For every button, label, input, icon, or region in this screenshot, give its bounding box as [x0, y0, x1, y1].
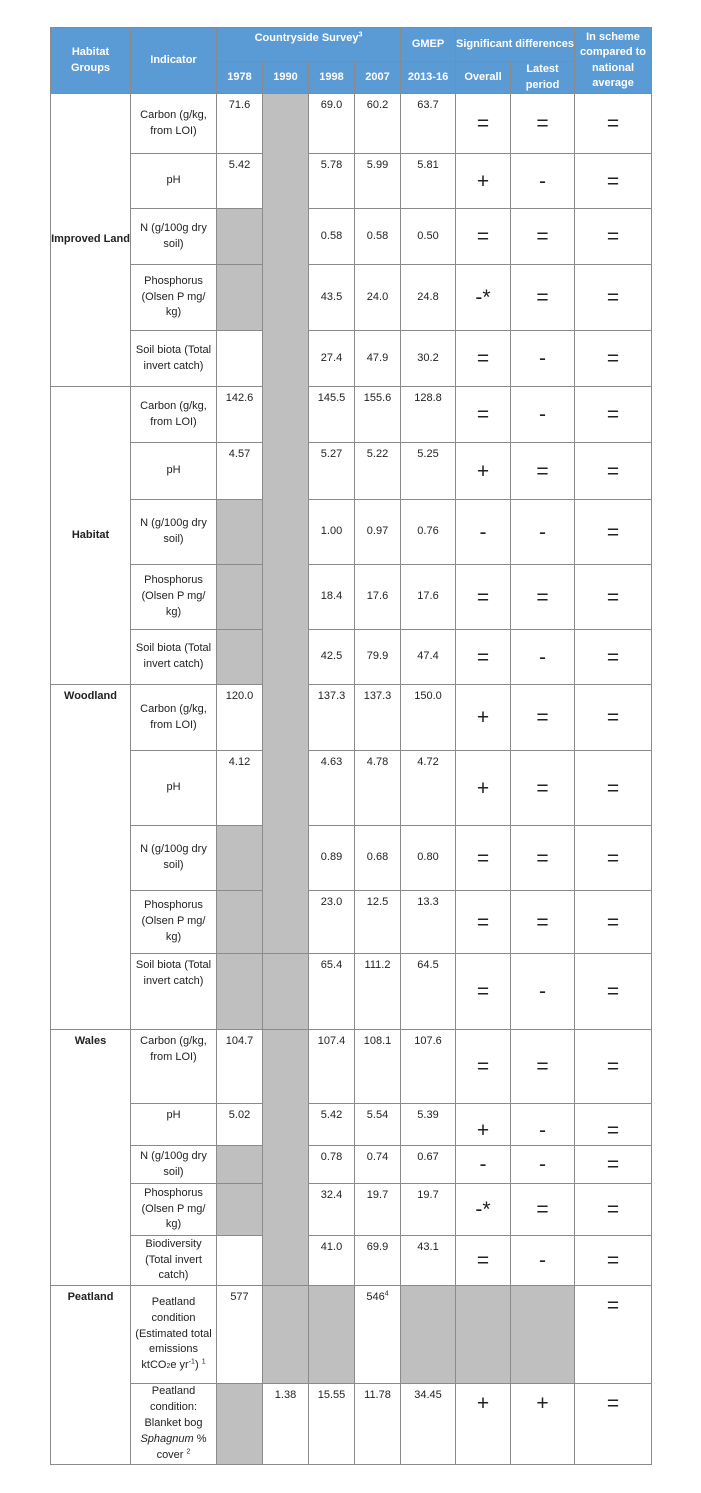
scheme-symbol: =	[575, 443, 652, 500]
value-2007: 12.5	[355, 891, 401, 954]
overall-symbol: =	[456, 387, 511, 443]
overall-symbol: =	[456, 1236, 511, 1286]
group-habitat: Habitat	[51, 387, 131, 685]
value-1978-empty	[217, 630, 263, 685]
value-gmep: 0.76	[401, 500, 456, 565]
value-1978-empty	[217, 1184, 263, 1236]
value-2007: 137.3	[355, 685, 401, 751]
value-1998: 0.89	[309, 826, 355, 891]
value-1990-empty	[263, 1286, 309, 1384]
latest-symbol: -	[511, 154, 575, 209]
scheme-symbol: =	[575, 1184, 652, 1236]
header-countryside-survey-text: Countryside Survey	[254, 32, 359, 44]
value-2007: 0.58	[355, 209, 401, 265]
peatland-2007-value: 546	[366, 1291, 385, 1303]
indicator-cell: Carbon (g/kg, from LOI)	[131, 685, 217, 751]
value-gmep: 34.45	[401, 1384, 456, 1465]
value-1998: 1.00	[309, 500, 355, 565]
indicator-cell: Carbon (g/kg, from LOI)	[131, 94, 217, 154]
value-1978: 4.57	[217, 443, 263, 500]
value-gmep: 43.1	[401, 1236, 456, 1286]
overall-symbol: =	[456, 954, 511, 1030]
value-gmep: 47.4	[401, 630, 456, 685]
value-1978-empty	[217, 826, 263, 891]
value-1978-empty	[217, 265, 263, 331]
group-peatland: Peatland	[51, 1286, 131, 1465]
value-2007: 0.97	[355, 500, 401, 565]
value-1998: 137.3	[309, 685, 355, 751]
value-1978-empty	[217, 1384, 263, 1465]
peatland-sphagnum-label: Peatland condition: Blanket bog	[144, 1385, 203, 1429]
latest-symbol: -	[511, 1104, 575, 1146]
value-1978: 120.0	[217, 685, 263, 751]
value-1998: 41.0	[309, 1236, 355, 1286]
overall-symbol: =	[456, 94, 511, 154]
peatland-sphagnum-unit: % cover	[156, 1432, 207, 1461]
scheme-symbol: =	[575, 387, 652, 443]
value-1978: 5.02	[217, 1104, 263, 1146]
value-gmep: 63.7	[401, 94, 456, 154]
header-year-1978: 1978	[217, 62, 263, 94]
overall-symbol: +	[456, 1104, 511, 1146]
value-gmep: 0.50	[401, 209, 456, 265]
latest-symbol: =	[511, 685, 575, 751]
group-improved-land: Improved Land	[51, 94, 131, 387]
indicator-cell: N (g/100g dry soil)	[131, 209, 217, 265]
peatland-2007-footnote: 4	[384, 1290, 389, 1298]
scheme-symbol: =	[575, 94, 652, 154]
header-habitat-groups: Habitat Groups	[51, 28, 131, 94]
value-2007: 5.54	[355, 1104, 401, 1146]
latest-symbol: =	[511, 751, 575, 826]
value-gmep: 30.2	[401, 331, 456, 387]
overall-symbol: +	[456, 154, 511, 209]
indicator-cell	[131, 1384, 217, 1465]
overall-symbol: -	[456, 1146, 511, 1184]
value-1998: 42.5	[309, 630, 355, 685]
overall-symbol: -*	[456, 1184, 511, 1236]
header-year-1990: 1990	[263, 62, 309, 94]
value-gmep: 17.6	[401, 565, 456, 630]
table-row	[51, 331, 652, 387]
value-1998: 5.42	[309, 1104, 355, 1146]
soil-indicator-table-container	[50, 27, 652, 1465]
peatland-emissions-exponent: -1	[188, 1358, 195, 1366]
value-1998: 15.55	[309, 1384, 355, 1465]
latest-symbol: -	[511, 500, 575, 565]
header-gmep: GMEP	[401, 28, 456, 62]
table-row	[51, 565, 652, 630]
value-1978: 71.6	[217, 94, 263, 154]
value-1998: 145.5	[309, 387, 355, 443]
value-1978-empty	[217, 891, 263, 954]
latest-symbol: -	[511, 954, 575, 1030]
table-row	[51, 265, 652, 331]
value-1998: 69.0	[309, 94, 355, 154]
overall-symbol: -*	[456, 265, 511, 331]
overall-symbol: +	[456, 1384, 511, 1465]
value-1978-empty	[217, 1236, 263, 1286]
table-row	[51, 1104, 652, 1146]
scheme-symbol: =	[575, 154, 652, 209]
table-row	[51, 685, 652, 751]
header-overall: Overall	[456, 62, 511, 94]
indicator-cell: Soil biota (Total invert catch)	[131, 954, 217, 1030]
table-row	[51, 954, 652, 1030]
value-2007: 17.6	[355, 565, 401, 630]
table-row	[51, 1146, 652, 1184]
scheme-symbol: =	[575, 1236, 652, 1286]
table-row	[51, 443, 652, 500]
value-gmep: 24.8	[401, 265, 456, 331]
overall-symbol: =	[456, 826, 511, 891]
group-woodland: Woodland	[51, 685, 131, 1030]
value-1998: 23.0	[309, 891, 355, 954]
value-gmep: 5.39	[401, 1104, 456, 1146]
value-1978-empty	[217, 1146, 263, 1184]
value-gmep: 150.0	[401, 685, 456, 751]
latest-symbol: -	[511, 331, 575, 387]
header-year-1998: 1998	[309, 62, 355, 94]
peatland-emissions-unit: e yr	[170, 1359, 189, 1372]
value-1978-empty	[217, 565, 263, 630]
value-1998: 32.4	[309, 1184, 355, 1236]
table-row	[51, 1184, 652, 1236]
value-1978: 4.12	[217, 751, 263, 826]
table-row	[51, 154, 652, 209]
indicator-cell: Carbon (g/kg, from LOI)	[131, 1030, 217, 1104]
value-1990-empty	[263, 94, 309, 954]
value-2007	[355, 1286, 401, 1384]
table-row	[51, 751, 652, 826]
latest-symbol: =	[511, 94, 575, 154]
scheme-symbol: =	[575, 1030, 652, 1104]
header-latest-period: Latest period	[511, 62, 575, 94]
overall-symbol: =	[456, 209, 511, 265]
value-1978-empty	[217, 209, 263, 265]
scheme-symbol: =	[575, 209, 652, 265]
indicator-cell: N (g/100g dry soil)	[131, 1146, 217, 1184]
indicator-cell: Carbon (g/kg, from LOI)	[131, 387, 217, 443]
scheme-symbol: =	[575, 630, 652, 685]
overall-empty	[456, 1286, 511, 1384]
latest-empty	[511, 1286, 575, 1384]
value-1990: 1.38	[263, 1384, 309, 1465]
value-2007: 108.1	[355, 1030, 401, 1104]
value-2007: 24.0	[355, 265, 401, 331]
indicator-cell: Soil biota (Total invert catch)	[131, 630, 217, 685]
value-2007: 60.2	[355, 94, 401, 154]
value-1998: 0.58	[309, 209, 355, 265]
latest-symbol: =	[511, 1184, 575, 1236]
scheme-symbol: =	[575, 1286, 652, 1384]
group-wales: Wales	[51, 1030, 131, 1286]
overall-symbol: +	[456, 443, 511, 500]
table-row	[51, 500, 652, 565]
latest-symbol: -	[511, 630, 575, 685]
value-2007: 11.78	[355, 1384, 401, 1465]
value-gmep: 0.80	[401, 826, 456, 891]
value-gmep: 5.25	[401, 443, 456, 500]
value-1998: 27.4	[309, 331, 355, 387]
peatland-emissions-footnote: 1	[201, 1358, 206, 1366]
scheme-symbol: =	[575, 685, 652, 751]
value-gmep: 13.3	[401, 891, 456, 954]
value-2007: 111.2	[355, 954, 401, 1030]
overall-symbol: =	[456, 891, 511, 954]
value-2007: 19.7	[355, 1184, 401, 1236]
indicator-cell: Soil biota (Total invert catch)	[131, 331, 217, 387]
value-1998: 107.4	[309, 1030, 355, 1104]
table-row	[51, 1384, 652, 1465]
value-1998: 5.27	[309, 443, 355, 500]
indicator-cell: N (g/100g dry soil)	[131, 826, 217, 891]
header-countryside-survey	[217, 28, 401, 62]
scheme-symbol: =	[575, 1104, 652, 1146]
scheme-symbol: =	[575, 265, 652, 331]
scheme-symbol: =	[575, 331, 652, 387]
latest-symbol: =	[511, 443, 575, 500]
scheme-symbol: =	[575, 565, 652, 630]
value-gmep: 64.5	[401, 954, 456, 1030]
latest-symbol: =	[511, 1030, 575, 1104]
overall-symbol: =	[456, 331, 511, 387]
scheme-symbol: =	[575, 826, 652, 891]
table-row	[51, 387, 652, 443]
latest-symbol: =	[511, 265, 575, 331]
value-2007: 4.78	[355, 751, 401, 826]
overall-symbol: =	[456, 565, 511, 630]
value-1998-empty	[309, 1286, 355, 1384]
value-1978: 577	[217, 1286, 263, 1384]
value-2007: 69.9	[355, 1236, 401, 1286]
peatland-emissions-label: Peatland condition (Estimated total emissions ktCO	[135, 1295, 212, 1372]
value-gmep: 107.6	[401, 1030, 456, 1104]
scheme-symbol: =	[575, 1146, 652, 1184]
value-1998: 0.78	[309, 1146, 355, 1184]
header-countryside-survey-note: 3	[358, 31, 363, 39]
peatland-sphagnum-italic: Sphagnum	[140, 1432, 194, 1445]
scheme-symbol: =	[575, 500, 652, 565]
value-1998: 43.5	[309, 265, 355, 331]
value-1998: 5.78	[309, 154, 355, 209]
scheme-symbol: =	[575, 954, 652, 1030]
value-2007: 155.6	[355, 387, 401, 443]
scheme-symbol: =	[575, 751, 652, 826]
peatland-sphagnum-footnote: 2	[186, 1448, 191, 1456]
indicator-cell: pH	[131, 751, 217, 826]
value-2007: 5.22	[355, 443, 401, 500]
indicator-cell: pH	[131, 443, 217, 500]
header-significant-differences: Significant differences	[456, 28, 575, 62]
latest-symbol: -	[511, 387, 575, 443]
value-gmep: 5.81	[401, 154, 456, 209]
table-row	[51, 209, 652, 265]
header-indicator: Indicator	[131, 28, 217, 94]
value-gmep: 19.7	[401, 1184, 456, 1236]
latest-symbol: -	[511, 1236, 575, 1286]
value-2007: 0.74	[355, 1146, 401, 1184]
overall-symbol: =	[456, 1030, 511, 1104]
table-row	[51, 630, 652, 685]
value-1990-empty	[263, 1030, 309, 1286]
latest-symbol: =	[511, 891, 575, 954]
value-gmep: 4.72	[401, 751, 456, 826]
table-row	[51, 826, 652, 891]
value-2007: 47.9	[355, 331, 401, 387]
latest-symbol: =	[511, 826, 575, 891]
table-row	[51, 891, 652, 954]
value-2007: 79.9	[355, 630, 401, 685]
indicator-cell: pH	[131, 154, 217, 209]
overall-symbol: +	[456, 751, 511, 826]
value-1978: 142.6	[217, 387, 263, 443]
header-year-2007: 2007	[355, 62, 401, 94]
value-1978-empty	[217, 954, 263, 1030]
overall-symbol: -	[456, 500, 511, 565]
value-2007: 0.68	[355, 826, 401, 891]
overall-symbol: +	[456, 685, 511, 751]
latest-symbol: =	[511, 209, 575, 265]
value-1998: 65.4	[309, 954, 355, 1030]
peatland-emissions-close: )	[194, 1359, 202, 1372]
latest-symbol: =	[511, 565, 575, 630]
latest-symbol: -	[511, 1146, 575, 1184]
value-1990-empty	[263, 954, 309, 1030]
soil-indicator-table	[50, 27, 652, 1465]
value-1978: 104.7	[217, 1030, 263, 1104]
table-row	[51, 1236, 652, 1286]
peatland-emissions-subscript: 2	[166, 1363, 171, 1371]
value-1978-empty	[217, 500, 263, 565]
value-1998: 18.4	[309, 565, 355, 630]
latest-symbol: +	[511, 1384, 575, 1465]
indicator-cell: Phosphorus (Olsen P mg/ kg)	[131, 1184, 217, 1236]
scheme-symbol: =	[575, 1384, 652, 1465]
value-gmep: 128.8	[401, 387, 456, 443]
indicator-cell: Phosphorus (Olsen P mg/ kg)	[131, 565, 217, 630]
indicator-cell: Phosphorus (Olsen P mg/ kg)	[131, 265, 217, 331]
value-1978-empty	[217, 331, 263, 387]
value-gmep: 0.67	[401, 1146, 456, 1184]
indicator-cell: pH	[131, 1104, 217, 1146]
value-gmep-empty	[401, 1286, 456, 1384]
table-row	[51, 1030, 652, 1104]
value-1978: 5.42	[217, 154, 263, 209]
value-1998: 4.63	[309, 751, 355, 826]
overall-symbol: =	[456, 630, 511, 685]
header-in-scheme: In scheme compared to national average	[575, 28, 652, 94]
table-row	[51, 1286, 652, 1384]
value-2007: 5.99	[355, 154, 401, 209]
indicator-cell: Phosphorus (Olsen P mg/ kg)	[131, 891, 217, 954]
indicator-cell: N (g/100g dry soil)	[131, 500, 217, 565]
indicator-cell: Biodiversity (Total invert catch)	[131, 1236, 217, 1286]
indicator-cell	[131, 1286, 217, 1384]
table-row	[51, 94, 652, 154]
scheme-symbol: =	[575, 891, 652, 954]
header-year-2013-16: 2013-16	[401, 62, 456, 94]
